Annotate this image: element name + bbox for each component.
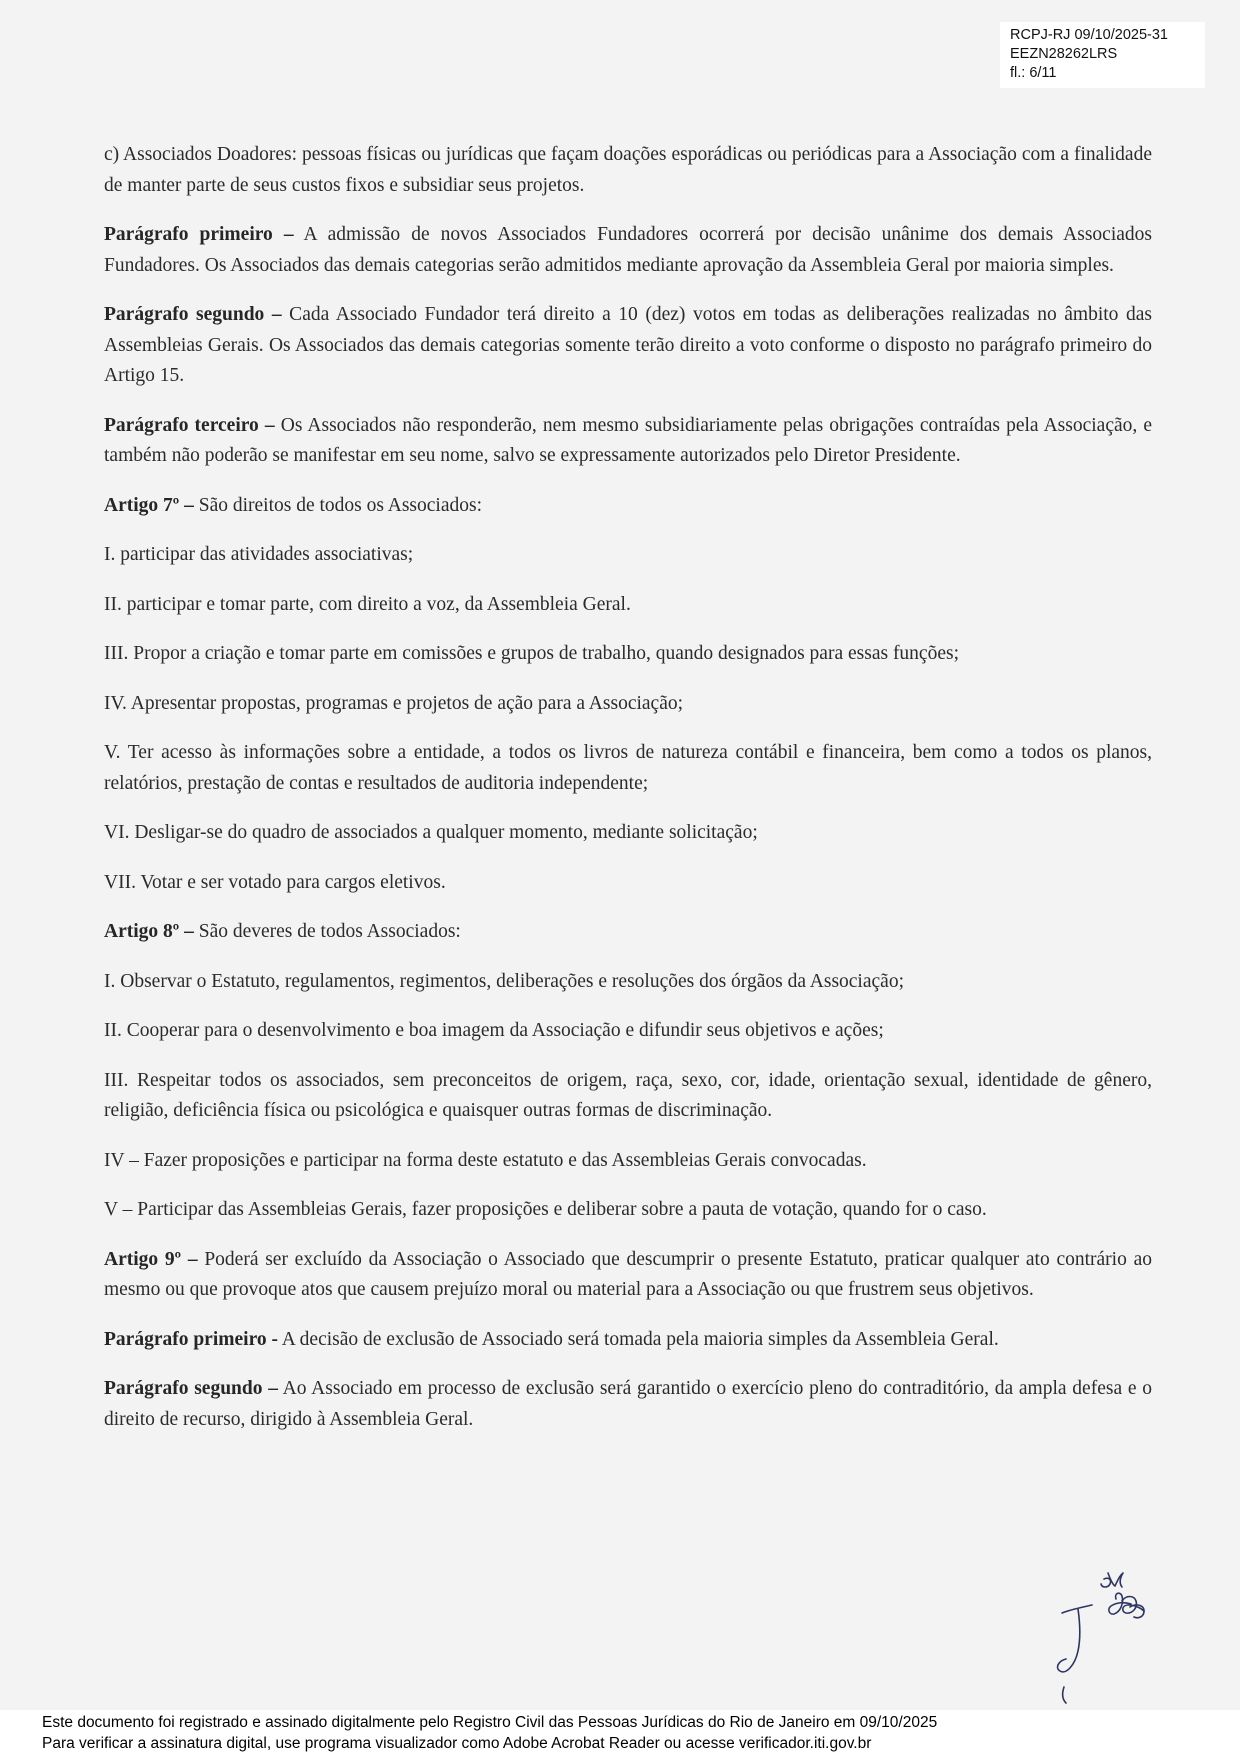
- list-item: VI. Desligar-se do quadro de associados a qualquer momento, mediante solicitação;: [104, 822, 758, 843]
- registration-notice: Este documento foi registrado e assinado digitalmente pelo Registro Civil das Pessoas Jurídicas do Rio de Janeiro em 09/10/2025: [42, 1714, 938, 1731]
- list-item: IV – Fazer proposições e participar na forma deste estatuto e das Assembleias Gerais convocadas.: [104, 1149, 867, 1171]
- paragraph: Parágrafo segundo – Cada Associado Fundador terá direito a 10 (dez) votos em todas as deliberações realizadas no âmbito das Assembleias Gerais. Os Associados das demais categorias somente terão direito a voto conforme o disposto no parágrafo primeiro do Artigo 15.: [104, 304, 1152, 386]
- registry-stamp: [1000, 22, 1205, 88]
- paragraph: Parágrafo primeiro – A admissão de novos Associados Fundadores ocorrerá por decisão unânime dos demais Associados Fundadores. Os Associados das demais categorias serão admitidos mediante aprovação da Assembleia Geral por maioria simples.: [104, 224, 1152, 276]
- digital-signature-notice: [0, 1710, 1240, 1755]
- stamp-sheet-number: fl.: 6/11: [1010, 65, 1057, 81]
- statute-body: [104, 140, 1152, 1454]
- list-item: VII. Votar e ser votado para cargos eletivos.: [104, 871, 446, 893]
- list-item: II. participar e tomar parte, com direito a voz, da Assembleia Geral.: [104, 593, 631, 615]
- list-item: III. Propor a criação e tomar parte em comissões e grupos de trabalho, quando designados para essas funções;: [104, 643, 960, 664]
- paragraph: Parágrafo segundo – Ao Associado em processo de exclusão será garantido o exercício pleno do contraditório, da ampla defesa e o direito de recurso, dirigido à Assembleia Geral.: [104, 1378, 1152, 1430]
- paragraph: c) Associados Doadores: pessoas físicas ou jurídicas que façam doações esporádicas ou periódicas para a Associação com a finalidade de manter parte de seus custos fixos e subsidiar seus projetos.: [104, 144, 1152, 196]
- list-item: V. Ter acesso às informações sobre a entidade, a todos os livros de natureza contábil e financeira, bem como a todos os planos, relatórios, prestação de contas e resultados de auditoria independente;: [104, 742, 1152, 794]
- article-heading: Artigo 7º – São direitos de todos os Associados:: [104, 494, 483, 516]
- stamp-code: EEZN28262LRS: [1010, 46, 1118, 62]
- list-item: II. Cooperar para o desenvolvimento e boa imagem da Associação e difundir seus objetivos e ações;: [104, 1020, 884, 1041]
- stamp-registry-date: RCPJ-RJ 09/10/2025-31: [1010, 27, 1168, 43]
- paragraph: Artigo 9º – Poderá ser excluído da Associação o Associado que descumprir o presente Estatuto, praticar qualquer ato contrário ao mesmo ou que provoque atos que causem prejuízo moral ou material para a Associação ou que frustrem seus objetivos.: [104, 1248, 1152, 1300]
- handwritten-initials: [1050, 1565, 1170, 1705]
- list-item: I. Observar o Estatuto, regulamentos, regimentos, deliberações e resoluções dos órgãos da Associação;: [104, 970, 904, 992]
- list-item: III. Respeitar todos os associados, sem preconceitos de origem, raça, sexo, cor, idade, orientação sexual, identidade de gênero, religião, deficiência física ou psicológica e quaisquer outras formas de discriminação.: [104, 1069, 1152, 1121]
- list-item: V – Participar das Assembleias Gerais, fazer proposições e deliberar sobre a pauta de votação, quando for o caso.: [104, 1199, 987, 1220]
- verification-notice: Para verificar a assinatura digital, use programa visualizador como Adobe Acrobat Reader ou acesse verificador.iti.gov.br: [42, 1735, 872, 1752]
- paragraph: Parágrafo primeiro - A decisão de exclusão de Associado será tomada pela maioria simples da Assembleia Geral.: [104, 1328, 999, 1350]
- list-item: IV. Apresentar propostas, programas e projetos de ação para a Associação;: [104, 692, 684, 714]
- list-item: I. participar das atividades associativas;: [104, 544, 414, 565]
- paragraph: Parágrafo terceiro – Os Associados não responderão, nem mesmo subsidiariamente pelas obrigações contraídas pela Associação, e também não poderão se manifestar em seu nome, salvo se expressamente autorizados pelo Diretor Presidente.: [104, 414, 1152, 466]
- article-heading: Artigo 8º – São deveres de todos Associados:: [104, 921, 461, 942]
